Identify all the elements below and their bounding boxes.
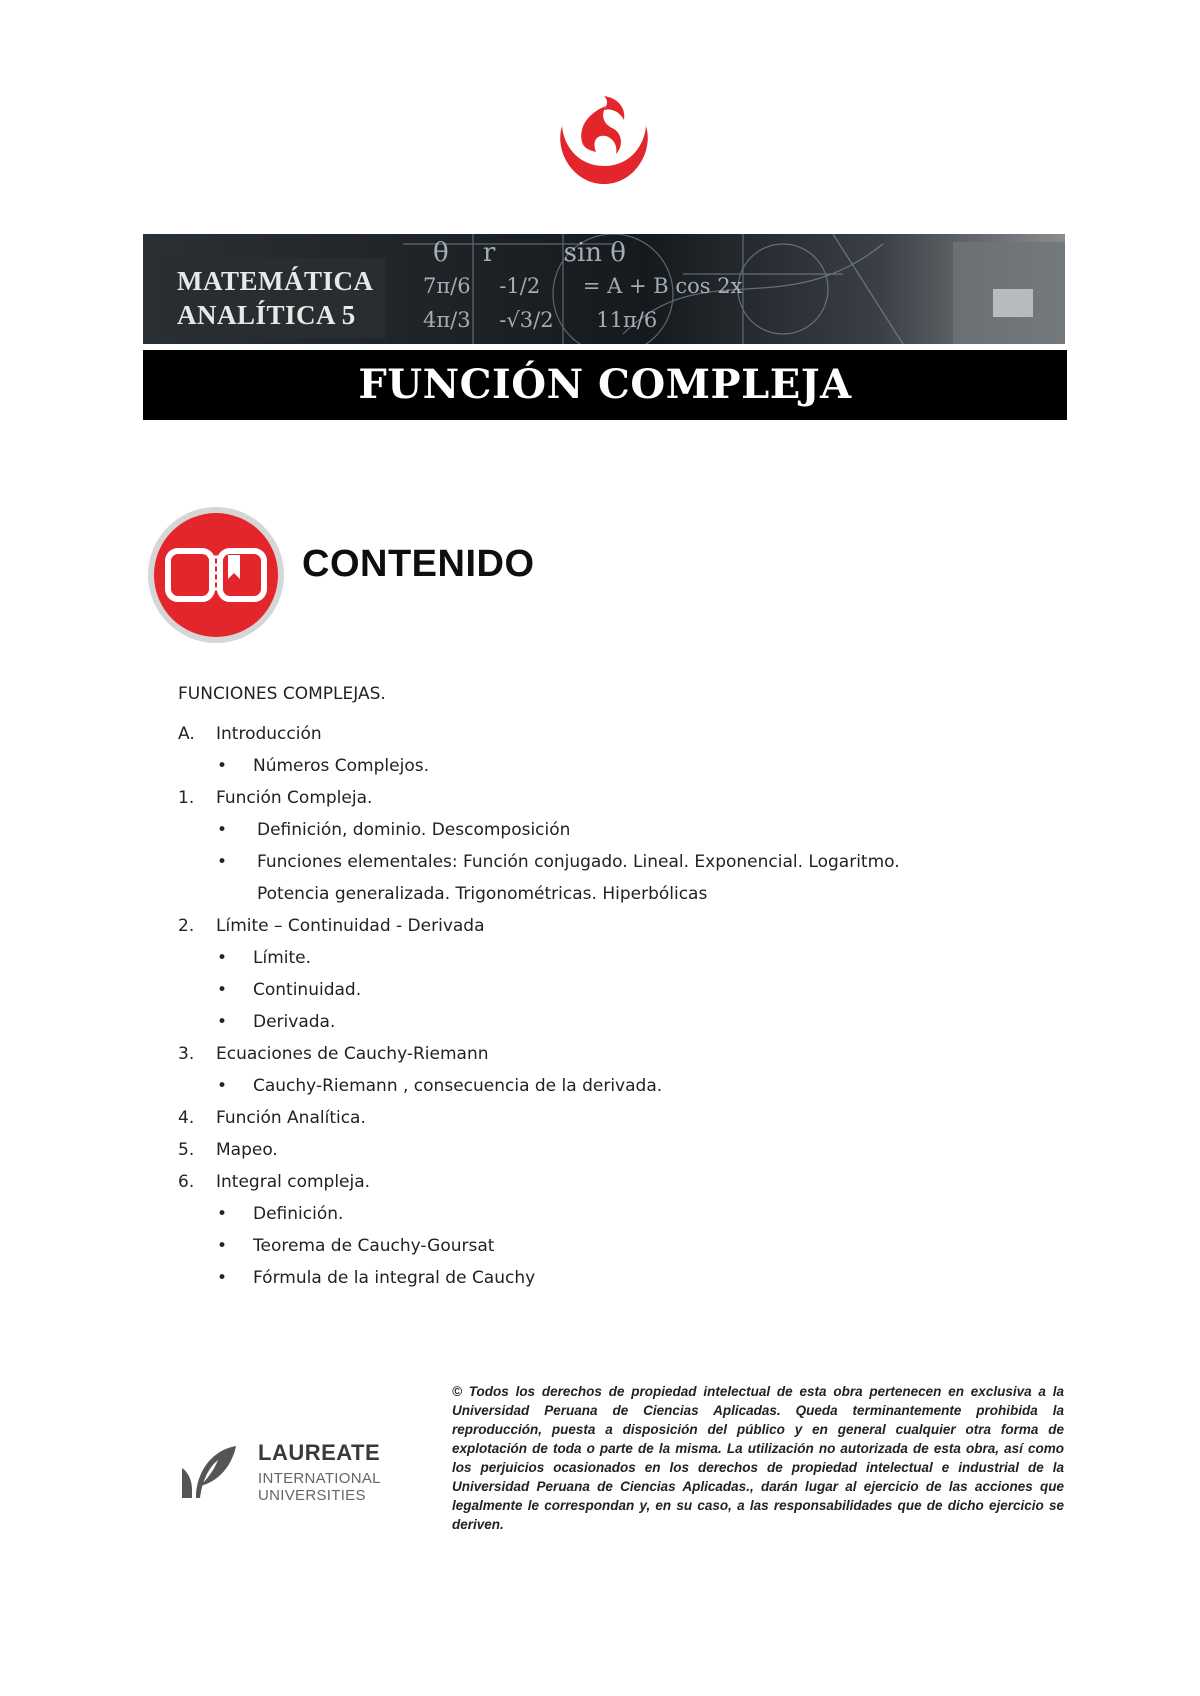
laureate-subtitle-line2: UNIVERSITIES	[258, 1487, 366, 1504]
banner-formula: = A + B cos 2x	[582, 274, 743, 298]
bullet-icon: •	[217, 948, 228, 968]
bullet-icon: •	[217, 1204, 228, 1224]
toc-sublabel: Definición.	[253, 1204, 344, 1224]
toc-marker: 2.	[178, 916, 195, 936]
banner-formula: 4π/3	[423, 308, 471, 332]
toc-sublabel-continued: Potencia generalizada. Trigonométricas. Hiperbólicas	[257, 884, 708, 904]
toc-item	[178, 782, 1038, 814]
toc-subitem	[178, 1198, 1038, 1230]
banner-formula: -1/2	[499, 274, 541, 298]
toc-marker: 3.	[178, 1044, 195, 1064]
toc-subitem	[178, 1262, 1038, 1294]
laureate-logo	[178, 1440, 398, 1520]
banner-formula: 7π/6	[423, 274, 471, 298]
toc-subitem	[178, 1070, 1038, 1102]
toc-subitem	[178, 974, 1038, 1006]
bullet-icon: •	[217, 1236, 228, 1256]
toc-label: Integral compleja.	[216, 1172, 371, 1192]
banner-formula: 11π/6	[596, 308, 658, 332]
open-book-icon	[146, 505, 286, 645]
bullet-icon: •	[217, 980, 228, 1000]
laureate-subtitle-line1: INTERNATIONAL	[258, 1470, 381, 1487]
toc-subitem	[178, 1006, 1038, 1038]
toc-item	[178, 1166, 1038, 1198]
toc-sublabel: Definición, dominio. Descomposición	[257, 820, 571, 840]
toc-sublabel: Límite.	[253, 948, 312, 968]
course-name-line2: ANALÍTICA 5	[177, 300, 356, 330]
course-banner	[143, 234, 1065, 344]
banner-formula: sin θ	[563, 238, 626, 268]
toc-marker: 4.	[178, 1108, 195, 1128]
toc-sublabel: Teorema de Cauchy-Goursat	[253, 1236, 495, 1256]
toc-item	[178, 718, 1038, 750]
bullet-icon: •	[217, 820, 228, 840]
toc-marker: 1.	[178, 788, 195, 808]
section-heading: CONTENIDO	[302, 543, 535, 585]
toc-subitem	[178, 750, 1038, 782]
copyright-notice: © Todos los derechos de propiedad intelectual de esta obra pertenecen en exclusiva a la Universidad Peruana de Ciencias Aplicadas. Queda terminantemente prohibida la reproducción, puesta a disposición del público y en general cualquier otra forma de explotación de toda o parte de la misma. La utilización no autorizada de esta obra, así como los perjuicios ocasionados en los derechos de propiedad intelectual e industrial de la Universidad Peruana de Ciencias Aplicadas., darán lugar al ejercicio de las acciones que legalmente le correspondan y, en su caso, a las responsabilidades que de dicho ejercicio se deriven.	[452, 1384, 1064, 1532]
toc-subitem	[178, 942, 1038, 974]
table-of-contents	[178, 684, 1038, 1294]
banner-formula: θ	[433, 238, 449, 268]
laureate-subtitle	[258, 1470, 381, 1504]
bullet-icon: •	[217, 756, 228, 776]
banner-formula: r	[482, 238, 496, 268]
toc-label: Introducción	[216, 724, 322, 744]
toc-item	[178, 1038, 1038, 1070]
toc-marker: 5.	[178, 1140, 195, 1160]
laureate-leaf-icon	[178, 1442, 238, 1502]
banner-formula: -√3/2	[499, 308, 554, 332]
toc-label: Límite – Continuidad - Derivada	[216, 916, 485, 936]
toc-intro: FUNCIONES COMPLEJAS.	[178, 684, 386, 704]
toc-item	[178, 1134, 1038, 1166]
toc-item	[178, 1102, 1038, 1134]
toc-marker: 6.	[178, 1172, 195, 1192]
toc-item	[178, 910, 1038, 942]
toc-label: Ecuaciones de Cauchy-Riemann	[216, 1044, 489, 1064]
toc-sublabel: Fórmula de la integral de Cauchy	[253, 1268, 536, 1288]
course-name-line1: MATEMÁTICA	[177, 266, 374, 296]
bullet-icon: •	[217, 1012, 228, 1032]
course-name-box	[159, 258, 385, 338]
bullet-icon: •	[217, 1076, 228, 1096]
laureate-name: LAUREATE	[258, 1440, 381, 1465]
toc-sublabel: Derivada.	[253, 1012, 336, 1032]
toc-sublabel: Funciones elementales: Función conjugado. Lineal. Exponencial. Logaritmo.	[257, 852, 900, 872]
toc-sublabel: Continuidad.	[253, 980, 362, 1000]
upc-logo	[552, 92, 656, 188]
document-title: FUNCIÓN COMPLEJA	[143, 350, 1067, 420]
toc-marker: A.	[178, 724, 195, 744]
bullet-icon: •	[217, 1268, 228, 1288]
toc-subitem	[178, 846, 1038, 910]
toc-subitem	[178, 1230, 1038, 1262]
toc-label: Función Analítica.	[216, 1108, 366, 1128]
bullet-icon: •	[217, 852, 228, 872]
toc-sublabel: Cauchy-Riemann , consecuencia de la derivada.	[253, 1076, 663, 1096]
toc-label: Mapeo.	[216, 1140, 278, 1160]
toc-subitem	[178, 814, 1038, 846]
toc-sublabel: Números Complejos.	[253, 756, 429, 776]
toc-label: Función Compleja.	[216, 788, 373, 808]
